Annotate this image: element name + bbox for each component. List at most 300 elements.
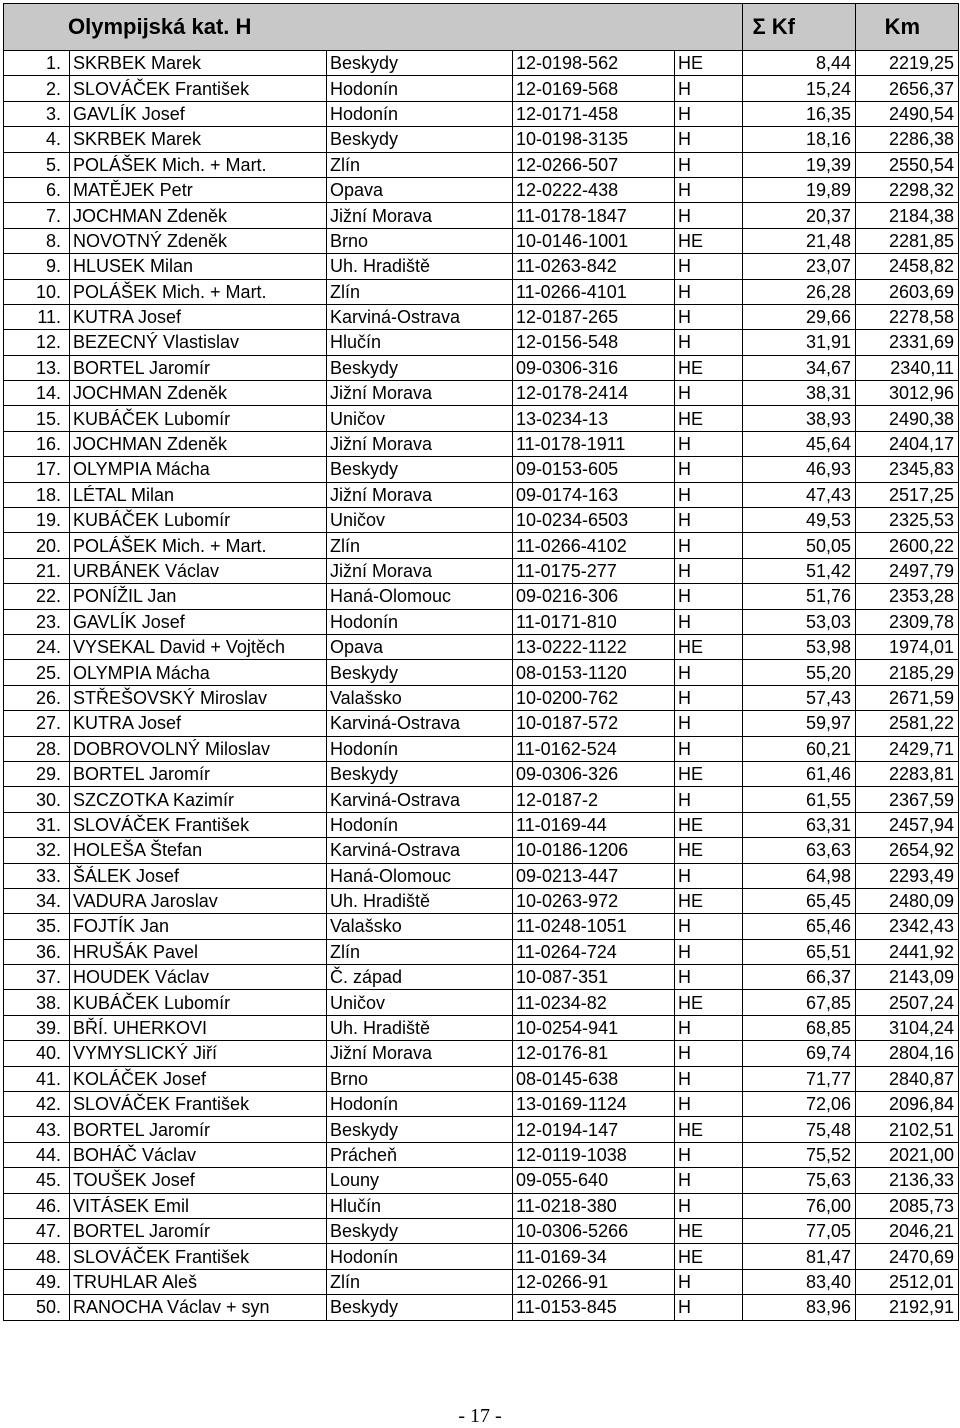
cell-km: 2490,54: [856, 101, 959, 126]
cell-name: SLOVÁČEK František: [70, 76, 327, 101]
table-row: [4, 177, 959, 202]
cell-name: JOCHMAN Zdeněk: [70, 203, 327, 228]
cell-km: 2278,58: [856, 304, 959, 329]
cell-km: 2507,24: [856, 990, 959, 1015]
cell-region: Jižní Morava: [327, 1041, 513, 1066]
cell-kf: 19,89: [743, 177, 856, 202]
cell-category: HE: [675, 990, 743, 1015]
cell-name: TOUŠEK Josef: [70, 1168, 327, 1193]
cell-name: POLÁŠEK Mich. + Mart.: [70, 152, 327, 177]
cell-region: Hlučín: [327, 330, 513, 355]
cell-km: 2656,37: [856, 76, 959, 101]
table-row: [4, 838, 959, 863]
cell-name: MATĚJEK Petr: [70, 177, 327, 202]
cell-kf: 65,45: [743, 888, 856, 913]
cell-kf: 66,37: [743, 965, 856, 990]
cell-km: 2281,85: [856, 228, 959, 253]
cell-kf: 38,93: [743, 406, 856, 431]
cell-region: Beskydy: [327, 127, 513, 152]
cell-rank: 22.: [4, 584, 70, 609]
cell-rank: 37.: [4, 965, 70, 990]
cell-ring-code: 11-0263-842: [513, 254, 675, 279]
cell-km: 2192,91: [856, 1295, 959, 1320]
cell-category: HE: [675, 812, 743, 837]
cell-km: 2470,69: [856, 1244, 959, 1269]
cell-category: H: [675, 254, 743, 279]
cell-kf: 60,21: [743, 736, 856, 761]
table-row: [4, 609, 959, 634]
cell-ring-code: 11-0234-82: [513, 990, 675, 1015]
cell-rank: 41.: [4, 1066, 70, 1091]
cell-ring-code: 09-0306-326: [513, 761, 675, 786]
cell-rank: 9.: [4, 254, 70, 279]
table-row: [4, 482, 959, 507]
cell-region: Uh. Hradiště: [327, 1015, 513, 1040]
cell-kf: 45,64: [743, 431, 856, 456]
table-row: [4, 381, 959, 406]
cell-region: Zlín: [327, 279, 513, 304]
cell-rank: 3.: [4, 101, 70, 126]
cell-kf: 65,51: [743, 939, 856, 964]
cell-name: BOHÁČ Václav: [70, 1142, 327, 1167]
cell-category: H: [675, 1269, 743, 1294]
cell-kf: 77,05: [743, 1218, 856, 1243]
cell-category: H: [675, 304, 743, 329]
cell-region: Zlín: [327, 152, 513, 177]
cell-ring-code: 10-0186-1206: [513, 838, 675, 863]
cell-rank: 23.: [4, 609, 70, 634]
cell-km: 2457,94: [856, 812, 959, 837]
cell-region: Hodonín: [327, 609, 513, 634]
cell-ring-code: 11-0153-845: [513, 1295, 675, 1320]
cell-km: 2283,81: [856, 761, 959, 786]
cell-region: Hodonín: [327, 76, 513, 101]
cell-category: HE: [675, 761, 743, 786]
cell-kf: 75,63: [743, 1168, 856, 1193]
cell-kf: 59,97: [743, 711, 856, 736]
table-row: [4, 508, 959, 533]
cell-rank: 39.: [4, 1015, 70, 1040]
cell-kf: 19,39: [743, 152, 856, 177]
cell-rank: 47.: [4, 1218, 70, 1243]
cell-kf: 46,93: [743, 457, 856, 482]
table-row: [4, 76, 959, 101]
table-row: [4, 685, 959, 710]
cell-name: OLYMPIA Mácha: [70, 457, 327, 482]
cell-region: Haná-Olomouc: [327, 863, 513, 888]
cell-kf: 63,31: [743, 812, 856, 837]
cell-rank: 44.: [4, 1142, 70, 1167]
cell-name: HRUŠÁK Pavel: [70, 939, 327, 964]
cell-ring-code: 10-0306-5266: [513, 1218, 675, 1243]
cell-region: Hodonín: [327, 736, 513, 761]
cell-km: 2840,87: [856, 1066, 959, 1091]
cell-ring-code: 12-0198-562: [513, 51, 675, 76]
cell-ring-code: 13-0169-1124: [513, 1092, 675, 1117]
cell-ring-code: 11-0169-34: [513, 1244, 675, 1269]
cell-category: H: [675, 685, 743, 710]
cell-ring-code: 09-0213-447: [513, 863, 675, 888]
cell-region: Jižní Morava: [327, 482, 513, 507]
cell-ring-code: 08-0153-1120: [513, 660, 675, 685]
cell-rank: 18.: [4, 482, 70, 507]
cell-rank: 11.: [4, 304, 70, 329]
cell-region: Beskydy: [327, 1218, 513, 1243]
cell-rank: 20.: [4, 533, 70, 558]
cell-rank: 50.: [4, 1295, 70, 1320]
cell-rank: 17.: [4, 457, 70, 482]
cell-km: 2671,59: [856, 685, 959, 710]
cell-km: 2331,69: [856, 330, 959, 355]
cell-region: Opava: [327, 177, 513, 202]
cell-km: 2480,09: [856, 888, 959, 913]
cell-rank: 43.: [4, 1117, 70, 1142]
cell-km: 1974,01: [856, 634, 959, 659]
cell-region: Opava: [327, 634, 513, 659]
cell-km: 2342,43: [856, 914, 959, 939]
cell-kf: 83,96: [743, 1295, 856, 1320]
cell-ring-code: 12-0187-265: [513, 304, 675, 329]
cell-km: 2219,25: [856, 51, 959, 76]
cell-category: H: [675, 431, 743, 456]
cell-ring-code: 10-0198-3135: [513, 127, 675, 152]
table-row: [4, 660, 959, 685]
cell-kf: 76,00: [743, 1193, 856, 1218]
cell-rank: 40.: [4, 1041, 70, 1066]
cell-name: LÉTAL Milan: [70, 482, 327, 507]
cell-rank: 4.: [4, 127, 70, 152]
cell-region: Haná-Olomouc: [327, 584, 513, 609]
cell-rank: 5.: [4, 152, 70, 177]
table-row: [4, 787, 959, 812]
cell-km: 2021,00: [856, 1142, 959, 1167]
cell-kf: 63,63: [743, 838, 856, 863]
cell-km: 2429,71: [856, 736, 959, 761]
table-row: [4, 1142, 959, 1167]
table-row: [4, 812, 959, 837]
cell-kf: 50,05: [743, 533, 856, 558]
cell-km: 2353,28: [856, 584, 959, 609]
cell-kf: 53,98: [743, 634, 856, 659]
cell-ring-code: 11-0175-277: [513, 558, 675, 583]
cell-region: Karviná-Ostrava: [327, 304, 513, 329]
cell-kf: 75,48: [743, 1117, 856, 1142]
cell-rank: 8.: [4, 228, 70, 253]
cell-category: H: [675, 177, 743, 202]
cell-region: Karviná-Ostrava: [327, 787, 513, 812]
cell-ring-code: 12-0187-2: [513, 787, 675, 812]
cell-region: Hlučín: [327, 1193, 513, 1218]
cell-km: 2286,38: [856, 127, 959, 152]
cell-category: H: [675, 279, 743, 304]
cell-ring-code: 12-0119-1038: [513, 1142, 675, 1167]
cell-name: BEZECNÝ Vlastislav: [70, 330, 327, 355]
cell-kf: 34,67: [743, 355, 856, 380]
cell-category: H: [675, 203, 743, 228]
cell-rank: 30.: [4, 787, 70, 812]
cell-region: Beskydy: [327, 1295, 513, 1320]
table-row: [4, 965, 959, 990]
table-row: [4, 101, 959, 126]
cell-category: H: [675, 558, 743, 583]
cell-region: Zlín: [327, 939, 513, 964]
table-row: [4, 1015, 959, 1040]
table-row: [4, 1041, 959, 1066]
table-row: [4, 152, 959, 177]
cell-region: Brno: [327, 1066, 513, 1091]
cell-ring-code: 10-0254-941: [513, 1015, 675, 1040]
cell-kf: 75,52: [743, 1142, 856, 1167]
cell-ring-code: 11-0266-4101: [513, 279, 675, 304]
cell-rank: 31.: [4, 812, 70, 837]
cell-name: KUBÁČEK Lubomír: [70, 406, 327, 431]
cell-ring-code: 09-0306-316: [513, 355, 675, 380]
cell-km: 2458,82: [856, 254, 959, 279]
cell-category: H: [675, 1041, 743, 1066]
cell-region: Jižní Morava: [327, 558, 513, 583]
cell-rank: 35.: [4, 914, 70, 939]
cell-region: Beskydy: [327, 660, 513, 685]
cell-name: RANOCHA Václav + syn: [70, 1295, 327, 1320]
cell-km: 2046,21: [856, 1218, 959, 1243]
cell-kf: 21,48: [743, 228, 856, 253]
table-row: [4, 1168, 959, 1193]
cell-kf: 31,91: [743, 330, 856, 355]
cell-ring-code: 10-0200-762: [513, 685, 675, 710]
cell-name: KUTRA Josef: [70, 711, 327, 736]
cell-category: HE: [675, 228, 743, 253]
table-row: [4, 457, 959, 482]
cell-kf: 18,16: [743, 127, 856, 152]
cell-ring-code: 12-0266-507: [513, 152, 675, 177]
cell-ring-code: 11-0218-380: [513, 1193, 675, 1218]
cell-category: H: [675, 330, 743, 355]
cell-rank: 36.: [4, 939, 70, 964]
cell-category: H: [675, 711, 743, 736]
cell-region: Zlín: [327, 1269, 513, 1294]
cell-name: HOUDEK Václav: [70, 965, 327, 990]
cell-rank: 16.: [4, 431, 70, 456]
cell-rank: 24.: [4, 634, 70, 659]
cell-km: 2143,09: [856, 965, 959, 990]
cell-km: 2293,49: [856, 863, 959, 888]
cell-ring-code: 11-0178-1911: [513, 431, 675, 456]
cell-kf: 26,28: [743, 279, 856, 304]
cell-name: JOCHMAN Zdeněk: [70, 381, 327, 406]
cell-km: 2654,92: [856, 838, 959, 863]
cell-kf: 61,55: [743, 787, 856, 812]
table-row: [4, 1193, 959, 1218]
cell-name: KUTRA Josef: [70, 304, 327, 329]
cell-name: VITÁSEK Emil: [70, 1193, 327, 1218]
cell-name: FOJTÍK Jan: [70, 914, 327, 939]
cell-category: H: [675, 863, 743, 888]
cell-ring-code: 12-0266-91: [513, 1269, 675, 1294]
table-row: [4, 1218, 959, 1243]
cell-kf: 38,31: [743, 381, 856, 406]
cell-km: 2367,59: [856, 787, 959, 812]
table-row: [4, 1295, 959, 1320]
cell-category: HE: [675, 838, 743, 863]
cell-name: KOLÁČEK Josef: [70, 1066, 327, 1091]
cell-category: H: [675, 584, 743, 609]
cell-kf: 51,42: [743, 558, 856, 583]
cell-region: Valašsko: [327, 685, 513, 710]
cell-km: 2404,17: [856, 431, 959, 456]
cell-category: H: [675, 736, 743, 761]
table-row: [4, 888, 959, 913]
cell-kf: 47,43: [743, 482, 856, 507]
cell-kf: 67,85: [743, 990, 856, 1015]
cell-region: Hodonín: [327, 1092, 513, 1117]
cell-name: DOBROVOLNÝ Miloslav: [70, 736, 327, 761]
cell-category: HE: [675, 406, 743, 431]
cell-name: KUBÁČEK Lubomír: [70, 990, 327, 1015]
cell-region: Hodonín: [327, 812, 513, 837]
cell-ring-code: 12-0171-458: [513, 101, 675, 126]
cell-region: Jižní Morava: [327, 203, 513, 228]
cell-ring-code: 10-0146-1001: [513, 228, 675, 253]
table-row: [4, 406, 959, 431]
cell-category: H: [675, 127, 743, 152]
cell-region: Brno: [327, 228, 513, 253]
cell-km: 2185,29: [856, 660, 959, 685]
cell-km: 3104,24: [856, 1015, 959, 1040]
table-row: [4, 939, 959, 964]
cell-km: 2600,22: [856, 533, 959, 558]
cell-km: 2309,78: [856, 609, 959, 634]
cell-category: H: [675, 508, 743, 533]
table-row: [4, 863, 959, 888]
cell-km: 2581,22: [856, 711, 959, 736]
cell-kf: 71,77: [743, 1066, 856, 1091]
table-row: [4, 1092, 959, 1117]
cell-region: Beskydy: [327, 457, 513, 482]
cell-ring-code: 10-087-351: [513, 965, 675, 990]
cell-region: Karviná-Ostrava: [327, 711, 513, 736]
cell-ring-code: 11-0178-1847: [513, 203, 675, 228]
cell-rank: 1.: [4, 51, 70, 76]
cell-rank: 46.: [4, 1193, 70, 1218]
table-row: [4, 914, 959, 939]
cell-category: H: [675, 914, 743, 939]
table-row: [4, 1117, 959, 1142]
cell-category: HE: [675, 888, 743, 913]
cell-name: NOVOTNÝ Zdeněk: [70, 228, 327, 253]
cell-kf: 49,53: [743, 508, 856, 533]
cell-kf: 23,07: [743, 254, 856, 279]
cell-name: KUBÁČEK Lubomír: [70, 508, 327, 533]
cell-region: Zlín: [327, 533, 513, 558]
cell-region: Jižní Morava: [327, 431, 513, 456]
cell-km: 2136,33: [856, 1168, 959, 1193]
cell-ring-code: 11-0248-1051: [513, 914, 675, 939]
cell-name: BORTEL Jaromír: [70, 761, 327, 786]
cell-kf: 68,85: [743, 1015, 856, 1040]
cell-region: Uh. Hradiště: [327, 254, 513, 279]
cell-kf: 72,06: [743, 1092, 856, 1117]
cell-km: 2441,92: [856, 939, 959, 964]
cell-region: Č. západ: [327, 965, 513, 990]
cell-rank: 28.: [4, 736, 70, 761]
cell-km: 2804,16: [856, 1041, 959, 1066]
cell-ring-code: 12-0169-568: [513, 76, 675, 101]
cell-region: Beskydy: [327, 51, 513, 76]
cell-rank: 21.: [4, 558, 70, 583]
table-row: [4, 127, 959, 152]
cell-name: BORTEL Jaromír: [70, 1117, 327, 1142]
cell-ring-code: 11-0162-524: [513, 736, 675, 761]
cell-kf: 64,98: [743, 863, 856, 888]
cell-kf: 16,35: [743, 101, 856, 126]
table-row: [4, 1269, 959, 1294]
cell-rank: 26.: [4, 685, 70, 710]
table-row: [4, 254, 959, 279]
table-row: [4, 330, 959, 355]
cell-rank: 6.: [4, 177, 70, 202]
table-row: [4, 1244, 959, 1269]
cell-km: 3012,96: [856, 381, 959, 406]
cell-category: HE: [675, 1117, 743, 1142]
cell-kf: 51,76: [743, 584, 856, 609]
cell-category: H: [675, 152, 743, 177]
cell-rank: 45.: [4, 1168, 70, 1193]
cell-name: JOCHMAN Zdeněk: [70, 431, 327, 456]
cell-region: Beskydy: [327, 761, 513, 786]
cell-km: 2550,54: [856, 152, 959, 177]
cell-name: BORTEL Jaromír: [70, 1218, 327, 1243]
cell-region: Valašsko: [327, 914, 513, 939]
cell-ring-code: 11-0266-4102: [513, 533, 675, 558]
cell-kf: 8,44: [743, 51, 856, 76]
cell-category: HE: [675, 51, 743, 76]
table-row: [4, 51, 959, 76]
cell-km: 2325,53: [856, 508, 959, 533]
cell-rank: 14.: [4, 381, 70, 406]
cell-km: 2490,38: [856, 406, 959, 431]
cell-rank: 32.: [4, 838, 70, 863]
cell-category: H: [675, 1092, 743, 1117]
cell-region: Uničov: [327, 406, 513, 431]
cell-kf: 20,37: [743, 203, 856, 228]
cell-kf: 81,47: [743, 1244, 856, 1269]
cell-name: VYSEKAL David + Vojtěch: [70, 634, 327, 659]
cell-name: VYMYSLICKÝ Jiří: [70, 1041, 327, 1066]
cell-rank: 12.: [4, 330, 70, 355]
cell-ring-code: 11-0171-810: [513, 609, 675, 634]
cell-region: Uničov: [327, 990, 513, 1015]
table-row: [4, 761, 959, 786]
cell-km: 2298,32: [856, 177, 959, 202]
cell-name: STŘEŠOVSKÝ Miroslav: [70, 685, 327, 710]
cell-category: H: [675, 609, 743, 634]
table-row: [4, 990, 959, 1015]
cell-name: SKRBEK Marek: [70, 51, 327, 76]
cell-kf: 15,24: [743, 76, 856, 101]
cell-rank: 15.: [4, 406, 70, 431]
cell-category: H: [675, 482, 743, 507]
cell-kf: 65,46: [743, 914, 856, 939]
cell-region: Uh. Hradiště: [327, 888, 513, 913]
cell-region: Karviná-Ostrava: [327, 838, 513, 863]
cell-km: 2497,79: [856, 558, 959, 583]
cell-name: BŘÍ. UHERKOVI: [70, 1015, 327, 1040]
table-row: [4, 203, 959, 228]
table-row: [4, 634, 959, 659]
cell-region: Prácheň: [327, 1142, 513, 1167]
cell-category: H: [675, 787, 743, 812]
cell-category: H: [675, 457, 743, 482]
